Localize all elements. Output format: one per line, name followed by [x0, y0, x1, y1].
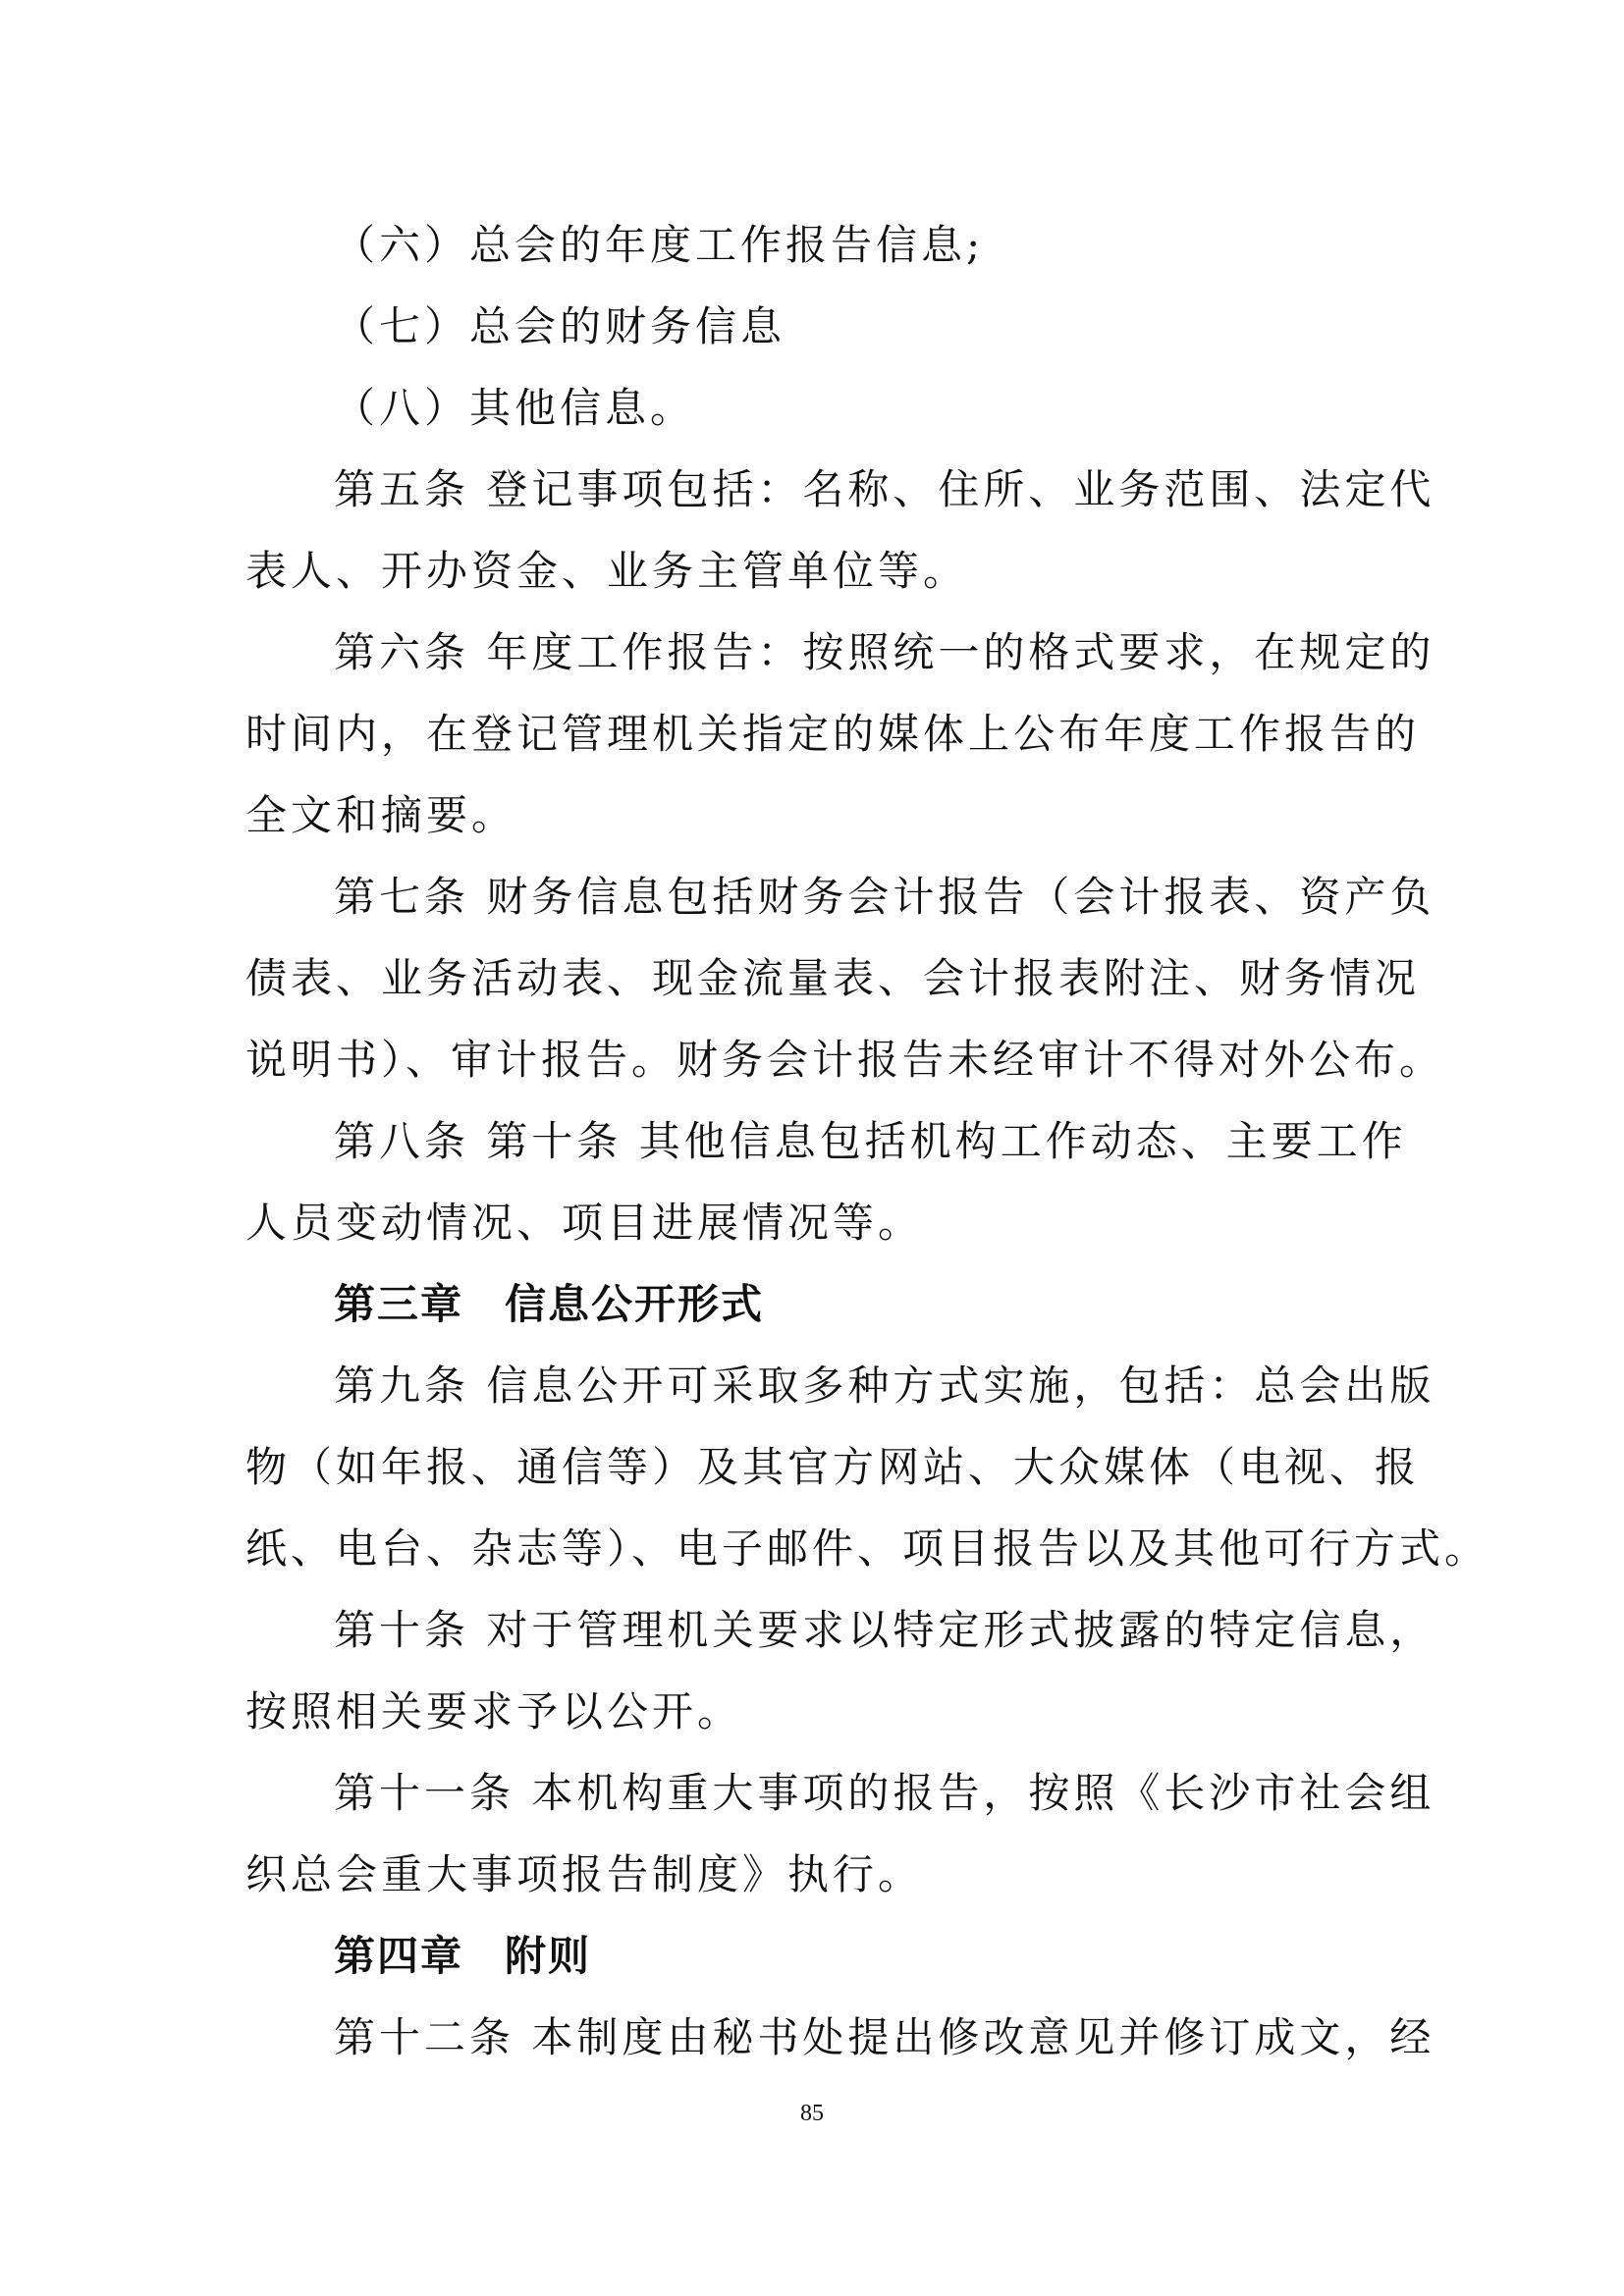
chapter-number: 第三章 — [334, 1280, 464, 1328]
text-line: 时间内，在登记管理机关指定的媒体上公布年度工作报告的 — [245, 710, 1421, 758]
text-line: 第十一条 本机构重大事项的报告，按照《长沙市社会组 — [334, 1769, 1435, 1817]
text-line: 第六条 年度工作报告：按照统一的格式要求，在规定的 — [334, 628, 1435, 676]
text-line: 第七条 财务信息包括财务会计报告（会计报表、资产负 — [334, 873, 1435, 921]
chapter-heading — [245, 1263, 1384, 1345]
text-line: 按照相关要求予以公开。 — [245, 1687, 743, 1735]
text-line: 说明书）、审计报告。财务会计报告未经审计不得对外公布。 — [245, 1036, 1445, 1084]
chapter-number: 第四章 — [334, 1932, 464, 1980]
text-line: 第十二条 本制度由秘书处提出修改意见并修订成文，经 — [334, 2013, 1435, 2061]
chapter-heading — [245, 1915, 1384, 1997]
text-line: 人员变动情况、项目进展情况等。 — [245, 1199, 924, 1247]
text-line: 表人、开办资金、业务主管单位等。 — [245, 547, 969, 595]
text-line: 织总会重大事项报告制度》执行。 — [245, 1850, 924, 1898]
text-line: 第九条 信息公开可采取多种方式实施，包括：总会出版 — [334, 1362, 1435, 1410]
text-line: 第五条 登记事项包括：名称、住所、业务范围、法定代 — [334, 465, 1435, 513]
text-line: 第十条 对于管理机关要求以特定形式披露的特定信息， — [334, 1606, 1435, 1654]
text-line: 纸、电台、杂志等）、电子邮件、项目报告以及其他可行方式。 — [245, 1524, 1490, 1573]
text-line: （七）总会的财务信息 — [334, 302, 786, 350]
chapter-title: 信息公开形式 — [505, 1280, 765, 1328]
text-line: 债表、业务活动表、现金流量表、会计报表附注、财务情况 — [245, 954, 1421, 1002]
chapter-title: 附则 — [505, 1932, 592, 1980]
document-body — [245, 204, 1490, 2078]
page-number: 85 — [800, 2101, 824, 2126]
text-line: （六）总会的年度工作报告信息; — [334, 221, 985, 269]
text-line: 物（如年报、通信等）及其官方网站、大众媒体（电视、报 — [245, 1443, 1421, 1491]
text-line: 第八条 第十条 其他信息包括机构工作动态、主要工作 — [334, 1117, 1407, 1165]
text-line: （八）其他信息。 — [334, 384, 696, 432]
text-line: 全文和摘要。 — [245, 791, 517, 839]
